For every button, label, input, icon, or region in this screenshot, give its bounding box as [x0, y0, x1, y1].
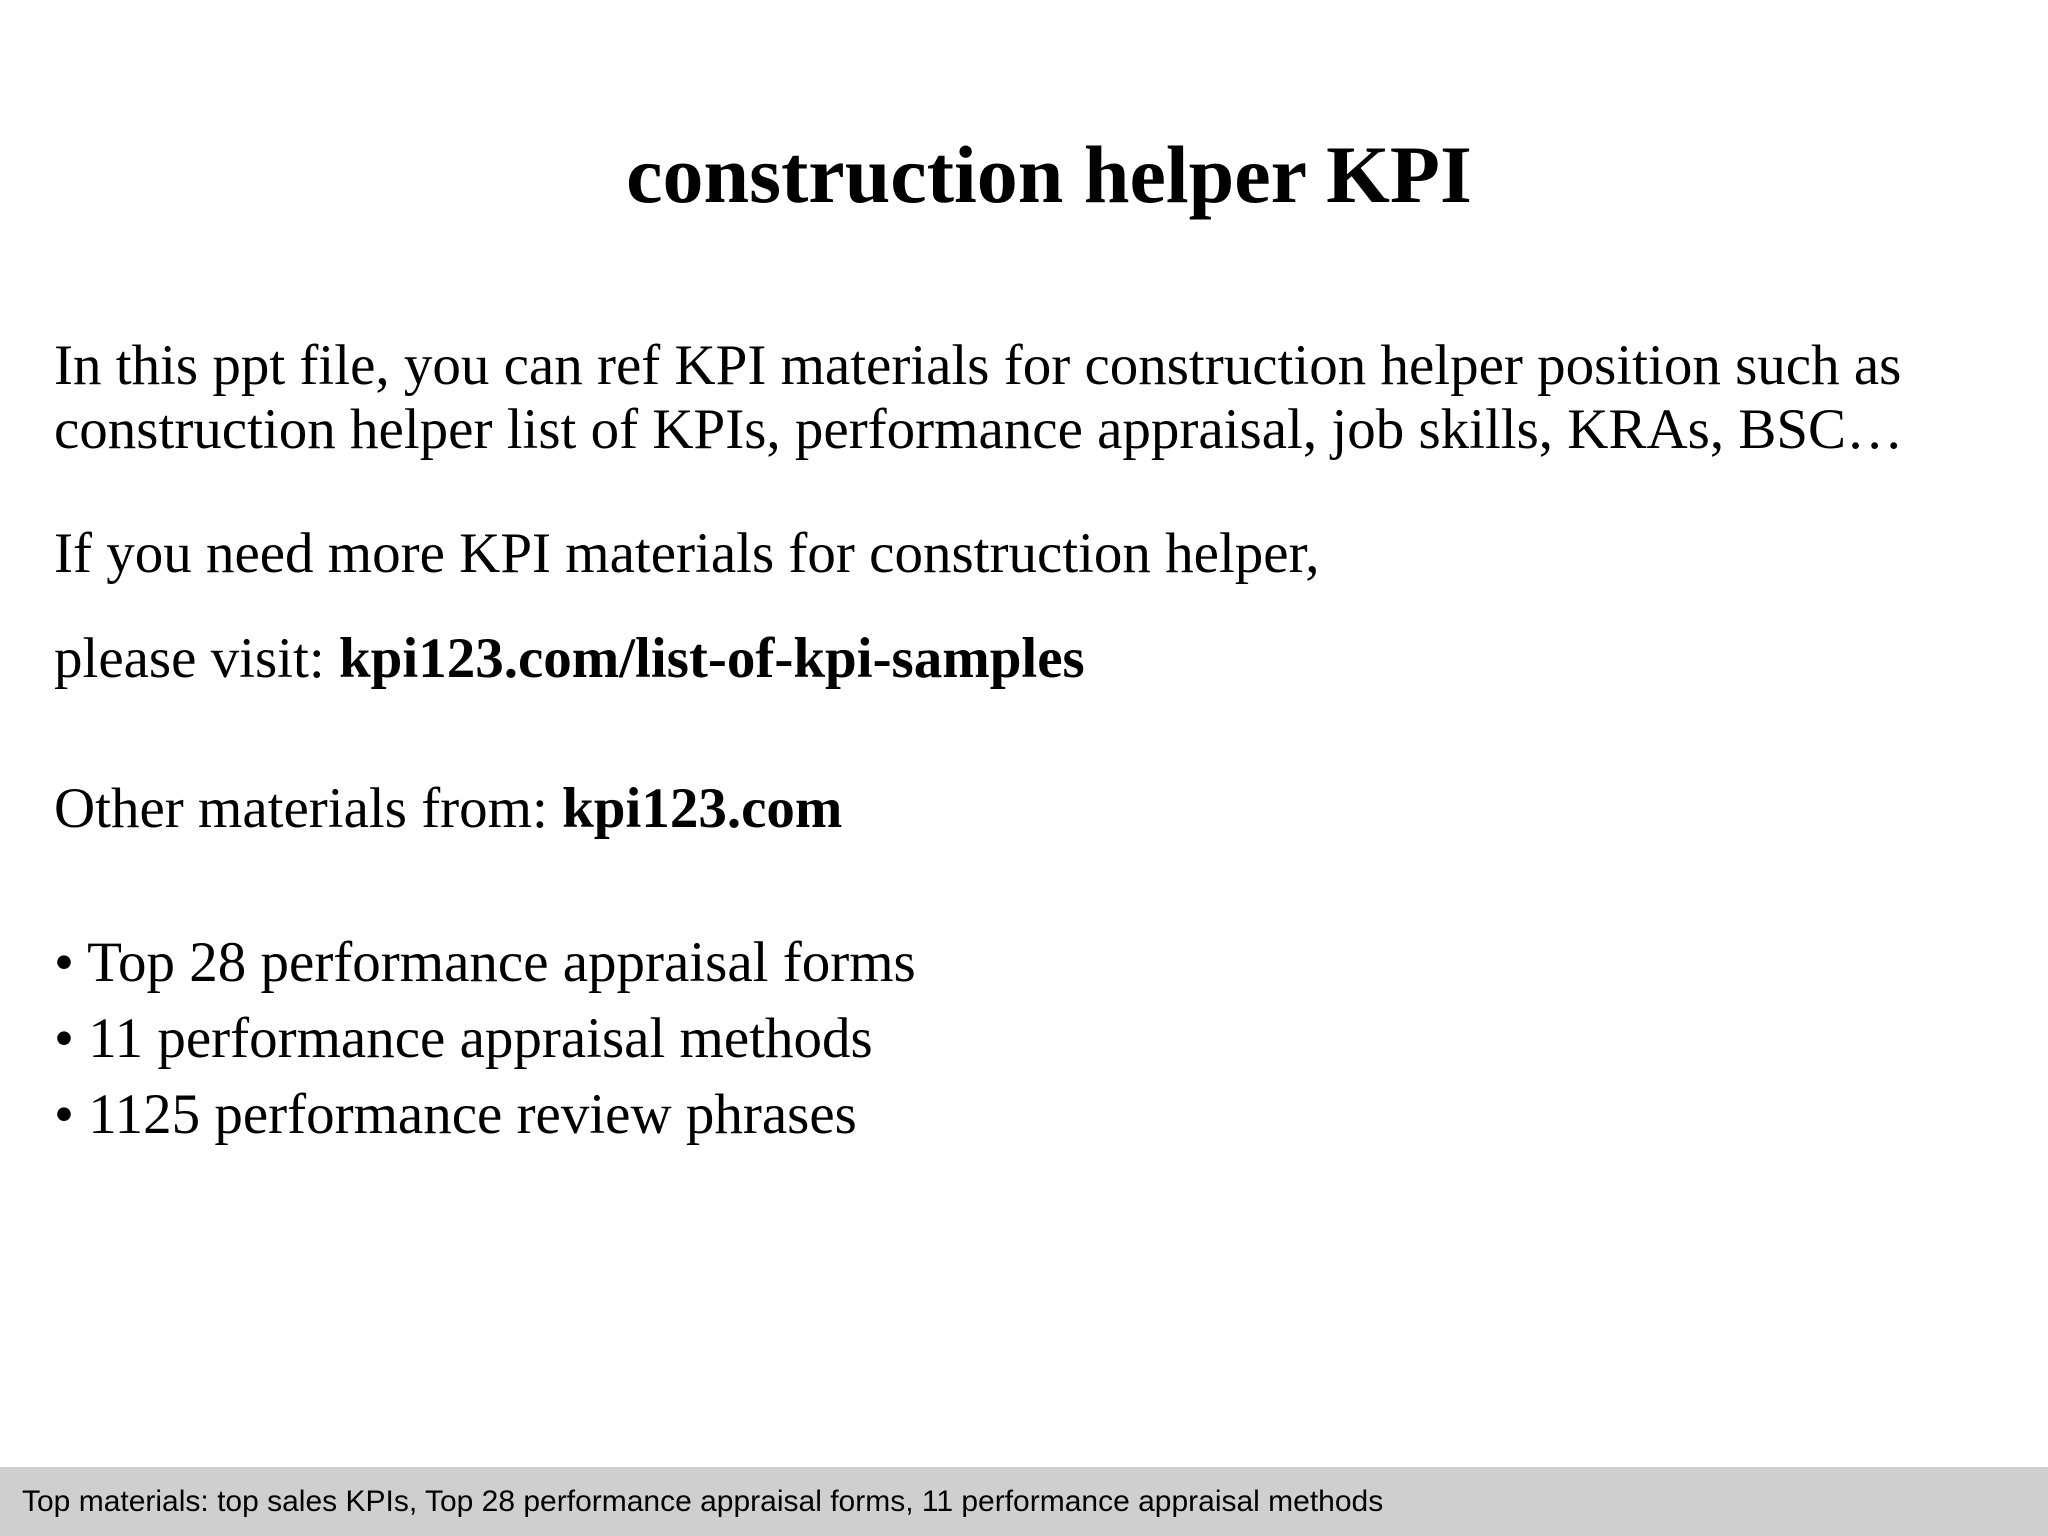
- list-item: • 1125 performance review phrases: [54, 1083, 857, 1146]
- materials-list: [54, 925, 916, 1153]
- intro-line-2: construction helper list of KPIs, performance appraisal, job skills, KRAs, BSC…: [54, 398, 1904, 461]
- list-item: • Top 28 performance appraisal forms: [54, 931, 916, 994]
- list-item: • 11 performance appraisal methods: [54, 1007, 873, 1070]
- visit-prefix: please visit:: [54, 627, 339, 690]
- footer-text: Top materials: top sales KPIs, Top 28 performance appraisal forms, 11 performance appraisal methods: [22, 1485, 1384, 1518]
- visit-line: [54, 627, 1085, 691]
- more-materials-text: If you need more KPI materials for construction helper,: [54, 522, 1320, 585]
- footer-bar: [0, 1467, 2048, 1536]
- intro-paragraph: [54, 334, 1903, 462]
- other-materials-line: [54, 777, 842, 841]
- visit-link[interactable]: kpi123.com/list-of-kpi-samples: [338, 627, 1085, 690]
- slide-title: construction helper KPI: [626, 129, 1472, 220]
- other-prefix: Other materials from:: [54, 777, 563, 840]
- other-link[interactable]: kpi123.com: [562, 777, 843, 840]
- intro-line-1: In this ppt file, you can ref KPI materials for construction helper position such as: [54, 334, 1902, 397]
